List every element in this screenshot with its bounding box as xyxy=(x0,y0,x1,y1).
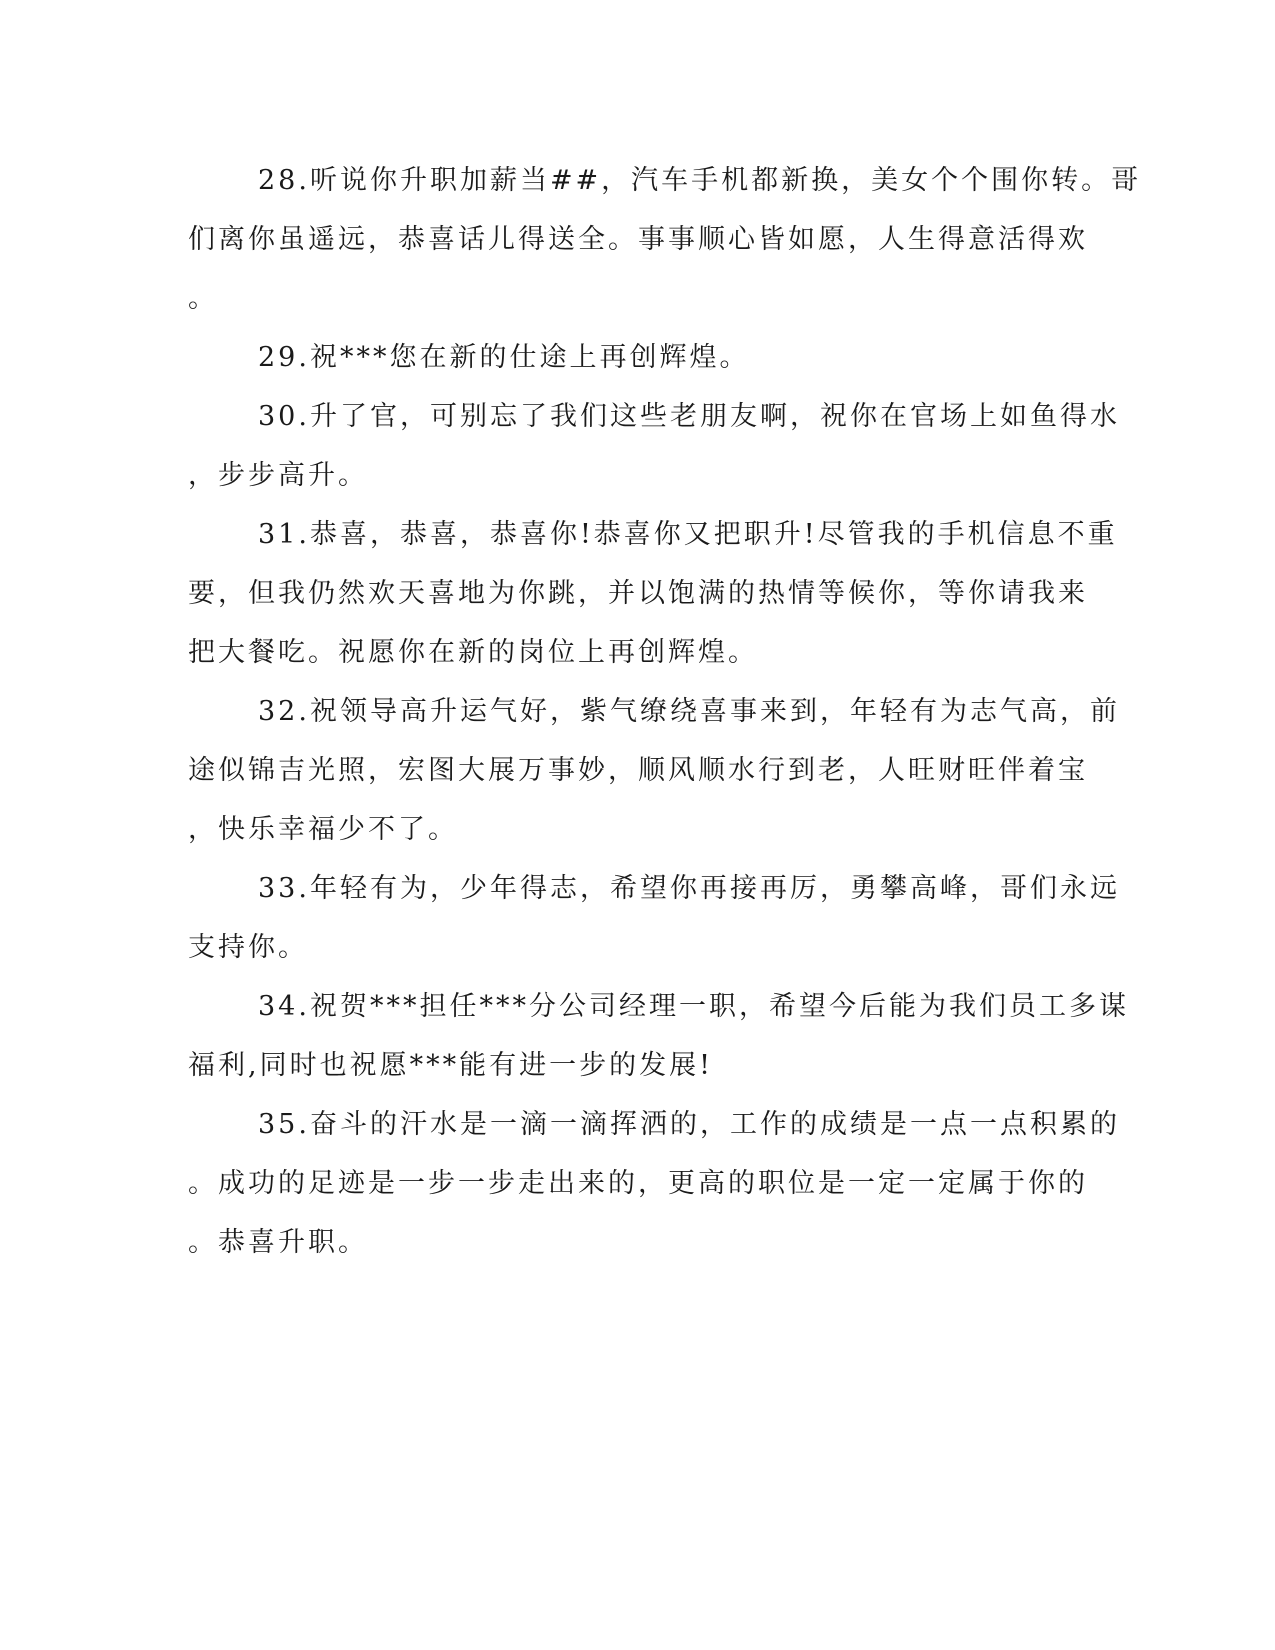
paragraph-33-line-1: 33.年轻有为，少年得志，希望你再接再厉，勇攀高峰，哥们永远 xyxy=(258,873,1120,904)
paragraph-32-line-2: 途似锦吉光照，宏图大展万事妙，顺风顺水行到老，人旺财旺伴着宝 xyxy=(188,755,1088,786)
paragraph-30-line-1: 30.升了官，可别忘了我们这些老朋友啊，祝你在官场上如鱼得水 xyxy=(258,401,1120,432)
paragraph-32-line-3: ，快乐幸福少不了。 xyxy=(188,814,458,845)
paragraph-30-line-2: ，步步高升。 xyxy=(188,460,368,491)
paragraph-29-line-1: 29.祝***您在新的仕途上再创辉煌。 xyxy=(258,342,750,373)
paragraph-35-line-2: 。成功的足迹是一步一步走出来的，更高的职位是一定一定属于你的 xyxy=(188,1168,1088,1199)
paragraph-35-line-3: 。恭喜升职。 xyxy=(188,1227,368,1258)
paragraph-31-line-3: 把大餐吃。祝愿你在新的岗位上再创辉煌。 xyxy=(188,637,758,668)
paragraph-28-line-2: 们离你虽遥远，恭喜话儿得送全。事事顺心皆如愿，人生得意活得欢 xyxy=(188,224,1088,255)
paragraph-35-line-1: 35.奋斗的汗水是一滴一滴挥洒的，工作的成绩是一点一点积累的 xyxy=(258,1109,1120,1140)
paragraph-31-line-2: 要，但我仍然欢天喜地为你跳，并以饱满的热情等候你，等你请我来 xyxy=(188,578,1088,609)
paragraph-34-line-1: 34.祝贺***担任***分公司经理一职，希望今后能为我们员工多谋 xyxy=(258,991,1129,1022)
paragraph-34-line-2: 福利,同时也祝愿***能有进一步的发展! xyxy=(188,1050,713,1081)
paragraph-28-line-1: 28.听说你升职加薪当##，汽车手机都新换，美女个个围你转。哥 xyxy=(258,165,1142,196)
paragraph-31-line-1: 31.恭喜，恭喜，恭喜你!恭喜你又把职升!尽管我的手机信息不重 xyxy=(258,519,1118,550)
paragraph-32-line-1: 32.祝领导高升运气好，紫气缭绕喜事来到，年轻有为志气高，前 xyxy=(258,696,1120,727)
paragraph-28-line-3: 。 xyxy=(188,283,218,314)
paragraph-33-line-2: 支持你。 xyxy=(188,932,308,963)
